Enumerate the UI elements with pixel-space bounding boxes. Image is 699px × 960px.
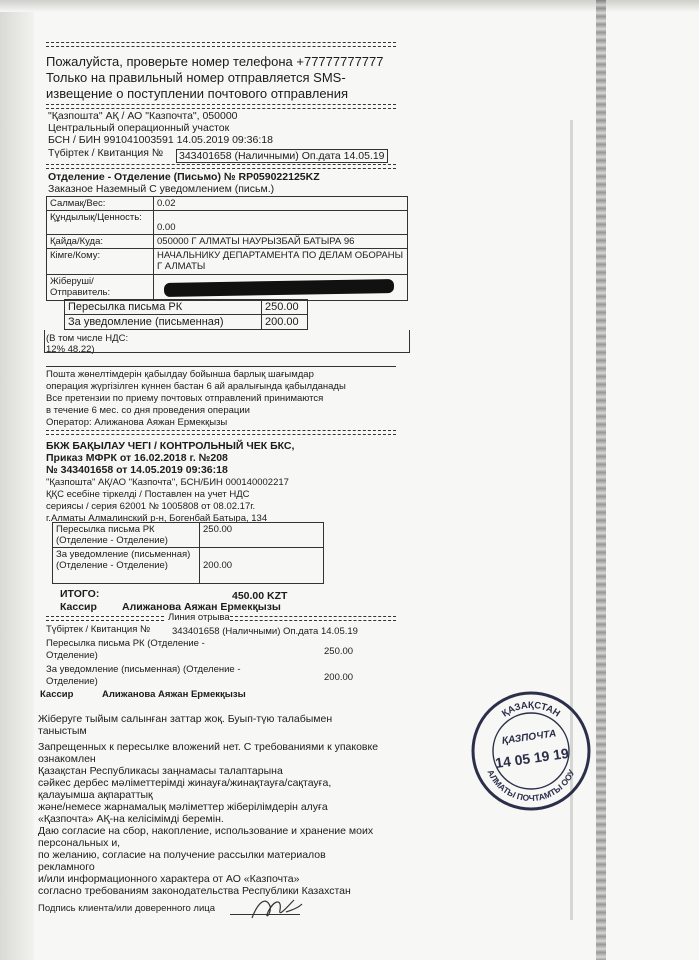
control-line: сериясы / серия 62001 № 1005808 от 08.02.17г. xyxy=(46,501,256,512)
legal-line: ознакомлен xyxy=(38,753,96,765)
weight-label: Салмақ/Вес: xyxy=(47,197,154,211)
org-name: "Қазпошта" АҚ / АО "Казпочта", 050000 xyxy=(48,110,238,122)
receipt-value: 343401658 (Наличными) Оп.дата 14.05.19 xyxy=(176,149,388,163)
stub-item-name-cont: Отделение) xyxy=(46,650,98,661)
stub-item-name: За уведомление (письменная) (Отделение - xyxy=(46,664,241,675)
stub-item-name-cont: Отделение) xyxy=(46,676,98,687)
legal-line: және/немесе жарнамалық мәліметтер жіберілімдерін алуға xyxy=(38,801,328,813)
sender-value xyxy=(154,275,408,301)
legal-line: қалауымша ақпараттық xyxy=(38,789,153,801)
redaction-scribble xyxy=(164,279,394,297)
table-row xyxy=(47,235,408,249)
stamp-brand: ҚАЗПОЧТА xyxy=(501,728,557,747)
sms-notice-line3: извещение о поступлении почтового отправления xyxy=(46,86,349,101)
destination-label: Қайда/Куда: xyxy=(47,235,154,249)
control-charge-amount: 250.00 xyxy=(200,523,324,548)
legal-line: согласно требованиям законодательства Республики Казахстан xyxy=(38,885,351,897)
legal-line: по желанию, согласие на получение рассылки материалов xyxy=(38,849,326,861)
top-separator xyxy=(46,42,396,47)
cashier-label: Кассир xyxy=(60,601,97,613)
table-row xyxy=(47,275,408,301)
table-row xyxy=(65,300,308,315)
legal-block xyxy=(38,713,378,897)
stub-item-amount: 250.00 xyxy=(324,646,354,657)
stub-item-name: Пересылка письма РК (Отделение - xyxy=(46,638,205,649)
legal-line: Запрещенных к пересылке вложений нет. С требованиями к упаковке xyxy=(38,741,379,753)
control-charge-amount: 200.00 xyxy=(200,548,324,584)
control-number: № 343401658 от 14.05.2019 09:36:18 xyxy=(46,464,228,476)
department-line: Отделение - Отделение (Письмо) № RP059022125KZ xyxy=(48,171,320,183)
receipt-separator xyxy=(46,164,396,169)
stub-cashier-name: Алижанова Аяжан Ермекқызы xyxy=(102,689,246,700)
table-row xyxy=(47,211,408,235)
control-title: БКЖ БАҚЫЛАУ ЧЕГІ / КОНТРОЛЬНЫЙ ЧЕК БКС, xyxy=(46,440,295,452)
control-charge-name: За уведомление (письменная) (Отделение - Отделение) xyxy=(53,548,200,584)
table-row xyxy=(47,249,408,275)
destination-value: 050000 Г АЛМАТЫ НАУРЫЗБАЙ БАТЫРА 96 xyxy=(154,235,408,249)
table-row xyxy=(53,523,324,548)
signature-scribble xyxy=(248,892,304,926)
cashier-name: Алижанова Аяжан Ермекқызы xyxy=(122,601,281,613)
recipient-value: НАЧАЛЬНИКУ ДЕПАРТАМЕНТА ПО ДЕЛАМ ОБОРАНЫ Г АЛМАТЫ xyxy=(154,249,408,275)
stamp-date: 14 05 19 19 xyxy=(494,744,570,772)
sms-notice-line1: Пожалуйста, проверьте номер телефона +77777777777 xyxy=(46,54,384,69)
control-charges-table xyxy=(52,522,324,584)
legal-line: Қазақстан Республикасы заңнамасы талаптарына xyxy=(38,765,283,777)
control-line: "Қазпошта" АҚ/АО "Казпочта", БСН/БИН 000140002217 xyxy=(46,477,289,488)
sender-label: Жіберуші/ Отправитель: xyxy=(47,275,154,301)
scan-top-shadow xyxy=(0,0,699,12)
charge-amount: 250.00 xyxy=(262,300,308,315)
legal-line: таныстым xyxy=(38,725,87,737)
vat-box xyxy=(44,330,410,353)
stub-item-amount: 200.00 xyxy=(324,672,354,683)
org-unit: Центральный операционный участок xyxy=(48,122,230,134)
tear-line-left xyxy=(46,616,164,621)
org-bin: БСН / БИН 991041003591 14.05.2019 09:36:18 xyxy=(48,134,273,146)
control-order: Приказ МФРК от 16.02.2018 г. №208 xyxy=(46,452,228,464)
signature-label: Подпись клиента/или доверенного лица xyxy=(38,903,215,914)
notice-separator xyxy=(46,104,396,109)
vat-note: (В том числе НДС: 12% 48.22) xyxy=(46,333,129,355)
charge-name: За уведомление (письменная) xyxy=(65,315,262,330)
sms-notice-line2: Только на правильный номер отправляется SMS- xyxy=(46,70,346,85)
control-line: г.Алматы Алмалинский р-н, Богенбай Батыра, 134 xyxy=(46,513,268,524)
weight-value: 0.02 xyxy=(154,197,408,211)
legal-line: «Қазпочта» АҚ-на келісімімді беремін. xyxy=(38,813,224,825)
charges-table xyxy=(64,299,308,330)
table-row xyxy=(65,315,308,330)
stub-receipt-value: 343401658 (Наличными) Оп.дата 14.05.19 xyxy=(172,626,358,637)
receipt-label: Түбіртек / Квитанция № xyxy=(48,147,164,159)
scan-artifact-stripe xyxy=(596,0,606,960)
legal-line: сәйкес дербес мәліметтерімді жинауға/жинақтауға/сақтауға, xyxy=(38,777,332,789)
total-label: ИТОГО: xyxy=(60,588,100,600)
stamp-bottom-text: АЛМАТЫ ПОЧТАМТЫ ООУ xyxy=(485,767,577,804)
postal-date-stamp xyxy=(470,690,592,812)
total-value: 450.00 KZT xyxy=(232,590,288,602)
charge-amount: 200.00 xyxy=(262,315,308,330)
declared-value: 0.00 xyxy=(154,211,408,235)
control-charge-name: Пересылка письма РК (Отделение - Отделение) xyxy=(53,523,200,548)
claims-line: в течение 6 мес. со дня проведения операции xyxy=(46,405,250,416)
operator-line: Оператор: Алижанова Аяжан Ермекқызы xyxy=(46,417,228,428)
claims-separator xyxy=(46,430,396,435)
stub-receipt-label: Түбіртек / Квитанция № xyxy=(46,624,151,635)
legal-line: Даю согласие на сбор, накопление, использование и хранение моих xyxy=(38,825,374,837)
stub-cashier-label: Кассир xyxy=(40,689,74,700)
shipment-info-table xyxy=(46,196,408,301)
recipient-label: Кімге/Кому: xyxy=(47,249,154,275)
table-row xyxy=(47,197,408,211)
tear-line-label: Линия отрыва xyxy=(168,612,230,623)
mail-type: Заказное Наземный С уведомлением (письм.) xyxy=(48,183,275,195)
table-row xyxy=(53,548,324,584)
value-label: Құндылық/Ценность: xyxy=(47,211,154,235)
claims-rule xyxy=(46,366,396,367)
legal-line: рекламного xyxy=(38,861,95,873)
legal-line: и/или информационного характера от АО «Казпочта» xyxy=(38,873,300,885)
legal-line: персональных и, xyxy=(38,837,121,849)
legal-line: Жіберуге тыйым салынған заттар жоқ. Буып-түю талабымен xyxy=(38,713,333,725)
tear-line-right xyxy=(230,616,396,621)
claims-line: Все претензии по приему почтовых отправлений принимаются xyxy=(46,393,324,404)
charge-name: Пересылка письма РК xyxy=(65,300,262,315)
claims-line: операция жүргізілген күннен бастан 6 ай аралығында қабылданады xyxy=(46,381,346,392)
scan-left-shadow xyxy=(0,0,34,960)
control-line: ҚҚС есебіне тіркелді / Поставлен на учет НДС xyxy=(46,489,250,500)
stamp-top-text: ҚАЗАҚСТАН xyxy=(500,699,562,720)
claims-line: Пошта жөнелтімдерін қабылдау бойынша барлық шағымдар xyxy=(46,369,314,380)
